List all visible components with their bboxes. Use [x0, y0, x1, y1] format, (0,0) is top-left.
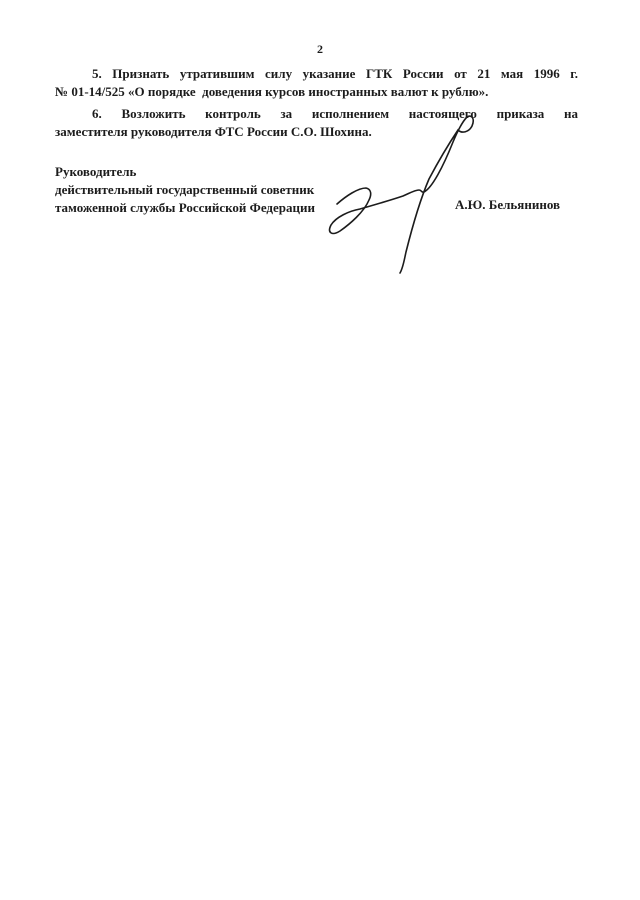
order-item-6	[55, 105, 578, 141]
signer-title-line-1: Руководитель	[55, 164, 137, 179]
order-item-6-line-2: заместителя руководителя ФТС России С.О. Шохина.	[55, 124, 372, 139]
signer-title-line-3: таможенной службы Российской Федерации	[55, 200, 315, 215]
order-item-5-line-2: № 01-14/525 «О порядке доведения курсов иностранных валют к рублю».	[55, 84, 489, 99]
order-item-5-line-1: 5. Признать утратившим силу указание ГТК России от 21 мая 1996 г.	[92, 66, 578, 81]
order-item-5	[55, 65, 578, 101]
signer-title-block	[55, 163, 385, 217]
signer-title-line-2: действительный государственный советник	[55, 182, 315, 197]
signer-name: А.Ю. Бельянинов	[455, 197, 561, 212]
page-number: 2	[317, 42, 323, 56]
order-item-6-line-1: 6. Возложить контроль за исполнением настоящего приказа на	[92, 106, 578, 121]
